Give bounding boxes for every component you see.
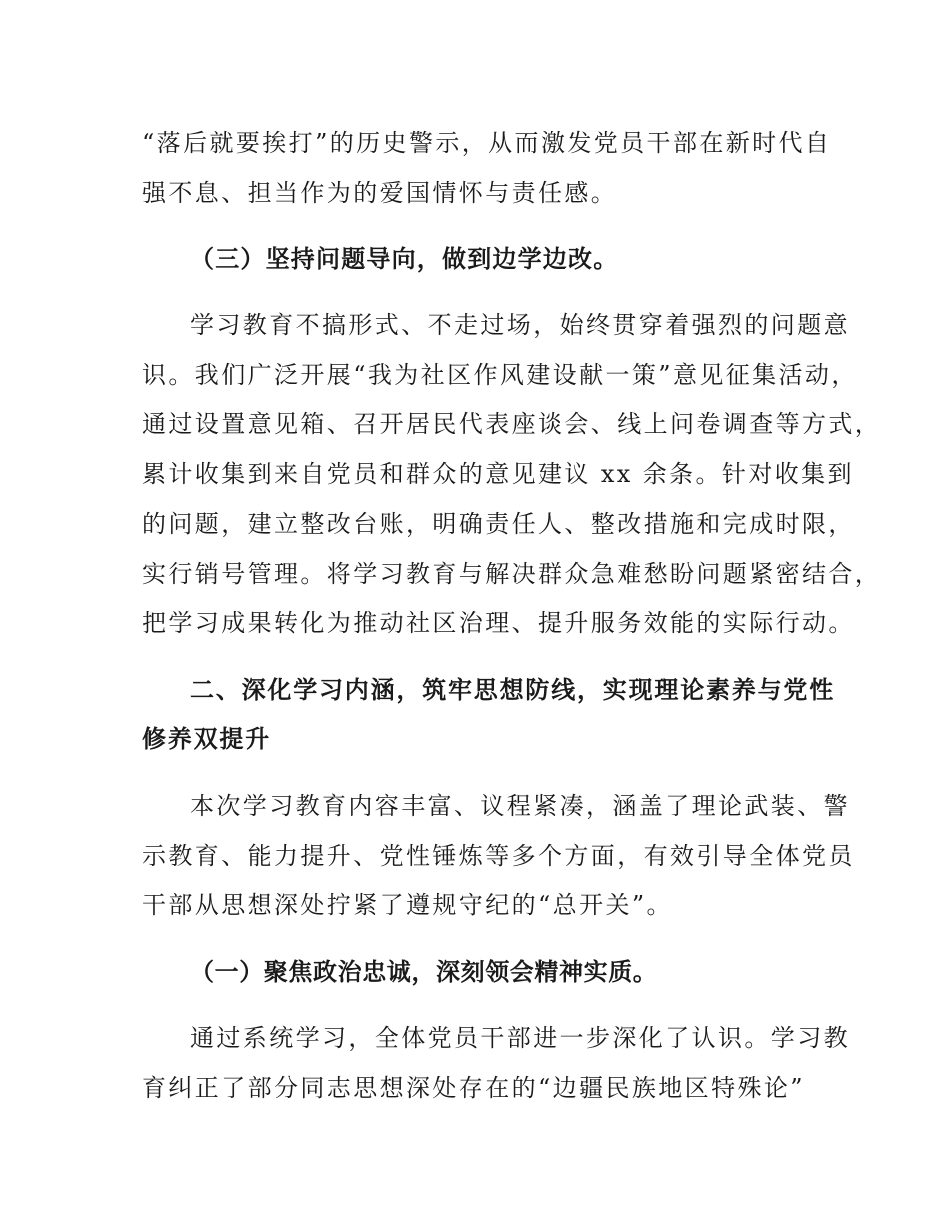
paragraph-line: 育纠正了部分同志思想深处存在的“边疆民族地区特殊论” bbox=[142, 1074, 805, 1102]
section-heading: （一）聚焦政治忠诚，深刻领会精神实质。 bbox=[190, 958, 658, 986]
paragraph-line: 本次学习教育内容丰富、议程紧凑，涵盖了理论武装、警 bbox=[190, 792, 850, 820]
paragraph-line: 学习教育不搞形式、不走过场，始终贯穿着强烈的问题意 bbox=[190, 311, 850, 339]
paragraph-line: 累计收集到来自党员和群众的意见建议 xx 余条。针对收集到 bbox=[142, 460, 854, 488]
paragraph-line: 干部从思想深处拧紧了遵规守纪的“总开关”。 bbox=[142, 891, 673, 919]
section-heading: （三）坚持问题导向，做到边学边改。 bbox=[190, 245, 619, 273]
chapter-heading: 修养双提升 bbox=[142, 725, 271, 753]
paragraph-line: 强不息、担当作为的爱国情怀与责任感。 bbox=[142, 179, 618, 207]
paragraph-line: 实行销号管理。将学习教育与解决群众急难愁盼问题紧密结合， bbox=[142, 560, 882, 588]
paragraph-line: 的问题，建立整改台账，明确责任人、整改措施和完成时限， bbox=[142, 510, 855, 538]
paragraph-line: 示教育、能力提升、党性锤炼等多个方面，有效引导全体党员 bbox=[142, 842, 855, 870]
paragraph-line: “落后就要挨打”的历史警示，从而激发党员干部在新时代自 bbox=[142, 129, 832, 157]
paragraph-line: 通过设置意见箱、召开居民代表座谈会、线上问卷调查等方式， bbox=[142, 410, 882, 438]
paragraph-line: 识。我们广泛开展“我为社区作风建设献一策”意见征集活动， bbox=[142, 361, 858, 389]
chapter-heading: 二、深化学习内涵，筑牢思想防线，实现理论素养与党性 bbox=[190, 676, 835, 704]
paragraph-line: 把学习成果转化为推动社区治理、提升服务效能的实际行动。 bbox=[142, 609, 855, 637]
paragraph-line: 通过系统学习，全体党员干部进一步深化了认识。学习教 bbox=[190, 1024, 850, 1052]
